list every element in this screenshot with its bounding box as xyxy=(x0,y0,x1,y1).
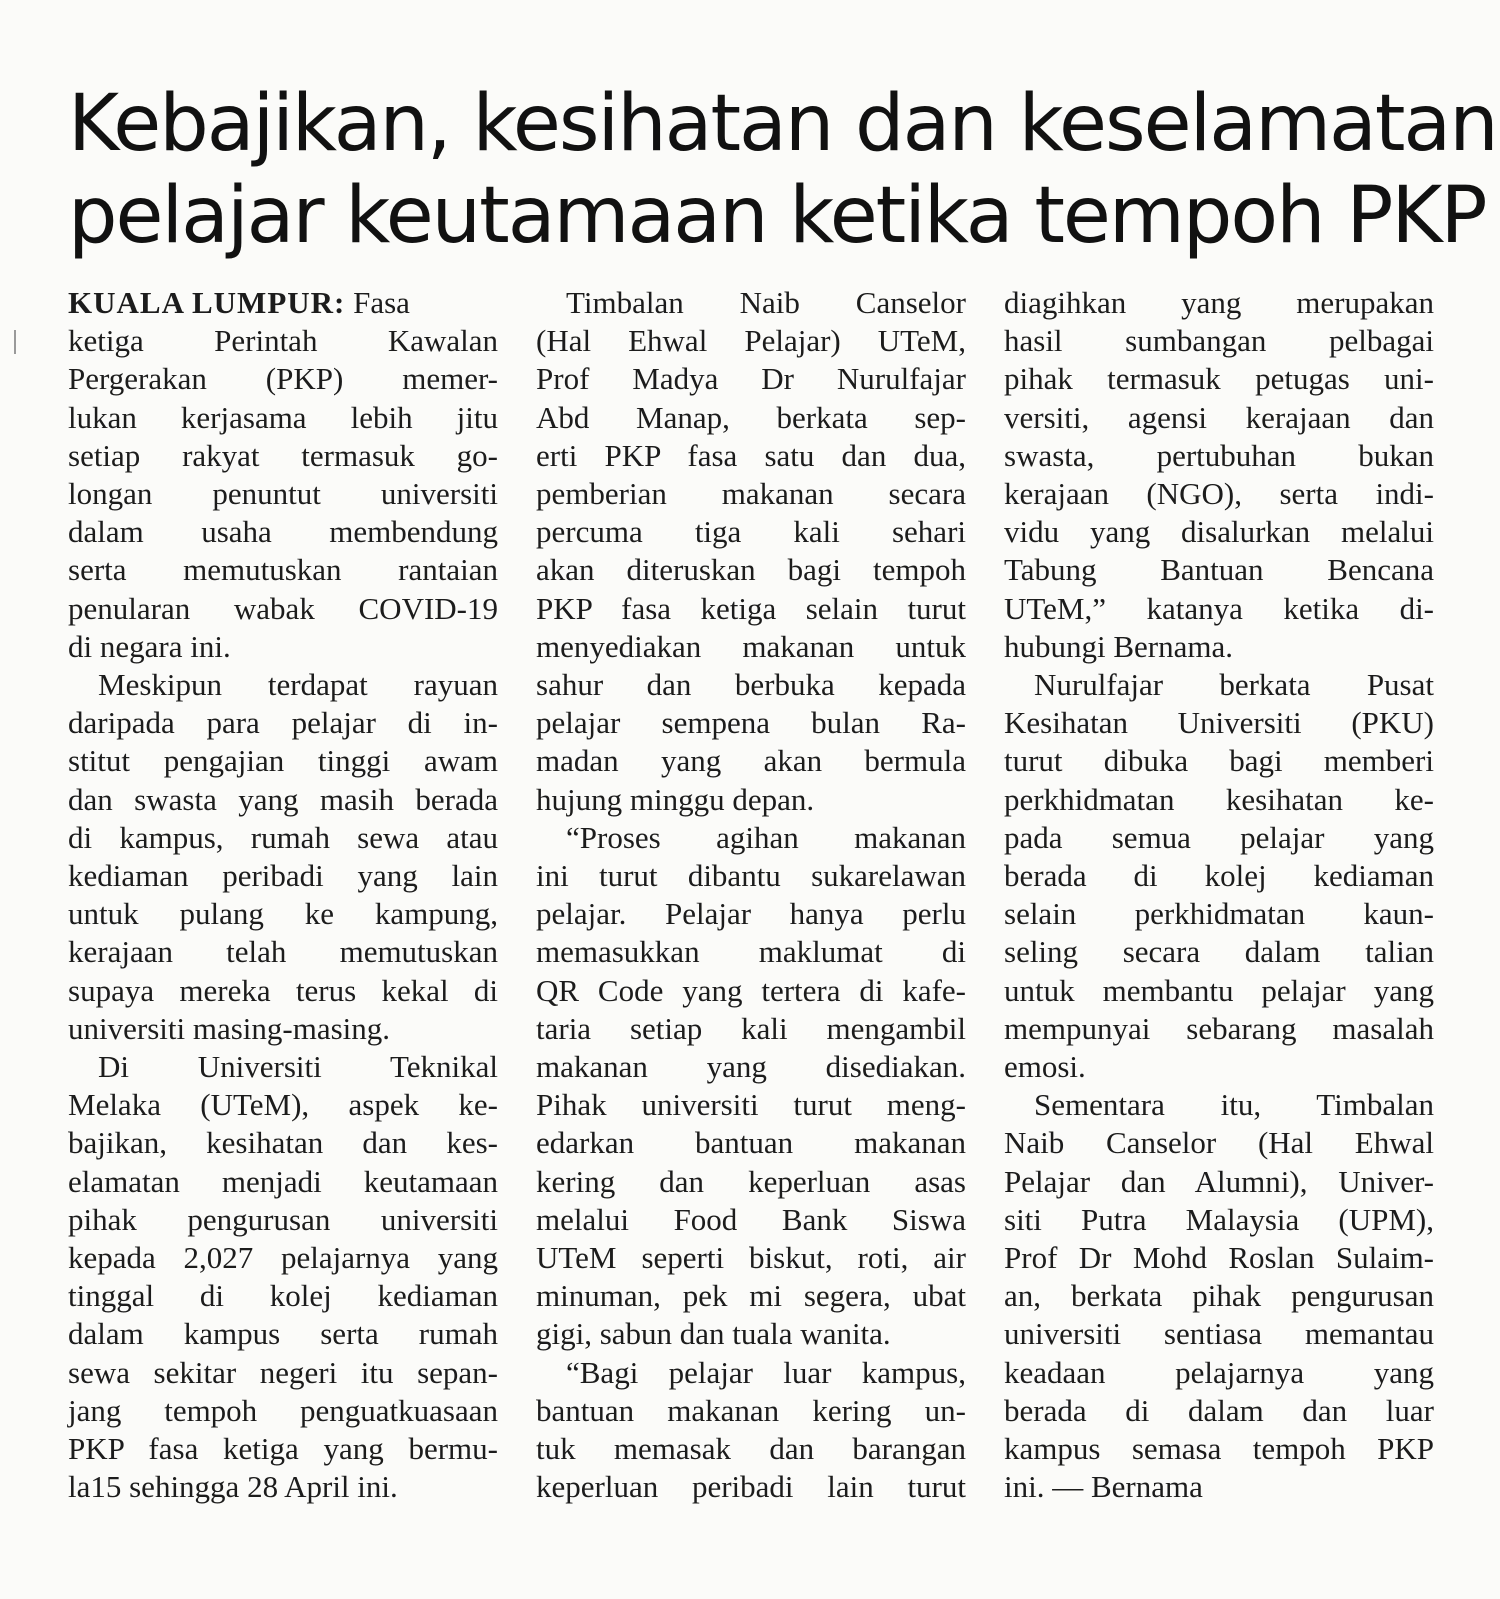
column-3-line: untuk membantu pelajar yang xyxy=(1004,972,1434,1008)
column-1-line: dan swasta yang masih berada xyxy=(68,781,498,817)
column-2-line: percuma tiga kali sehari xyxy=(536,514,966,550)
column-1-line: elamatan menjadi keutamaan xyxy=(68,1163,498,1199)
column-3-line: Tabung Bantuan Bencana xyxy=(1004,552,1434,588)
column-2-line: pemberian makanan secara xyxy=(536,476,966,512)
article-column-1 xyxy=(68,284,498,1544)
column-2-line: pelajar. Pelajar hanya perlu xyxy=(536,896,966,932)
column-3-line: selain perkhidmatan kaun- xyxy=(1004,896,1434,932)
column-2-line: UTeM seperti biskut, roti, air xyxy=(536,1240,966,1276)
column-2-line: melalui Food Bank Siswa xyxy=(536,1201,966,1237)
column-1-line: la15 sehingga 28 April ini. xyxy=(68,1469,398,1505)
column-3-line: swasta, pertubuhan bukan xyxy=(1004,437,1434,473)
article-column-2 xyxy=(536,284,966,1544)
column-1-line: kerajaan telah memutuskan xyxy=(68,934,498,970)
column-3-line: pada semua pelajar yang xyxy=(1004,819,1434,855)
column-2-line: edarkan bantuan makanan xyxy=(536,1125,966,1161)
column-1-line: pihak pengurusan universiti xyxy=(68,1201,498,1237)
column-2-line: gigi, sabun dan tuala wanita. xyxy=(536,1316,891,1352)
headline-line-2: pelajar keutamaan ketika tempoh PKP xyxy=(68,171,1486,261)
article-headline xyxy=(68,78,1497,262)
column-1-line: serta memutuskan rantaian xyxy=(68,552,498,588)
column-3-line: UTeM,” katanya ketika di- xyxy=(1004,590,1434,626)
column-2-line: memasukkan maklumat di xyxy=(536,934,966,970)
column-3-line: vidu yang disalurkan melalui xyxy=(1004,514,1434,550)
column-1-line: kediaman peribadi yang lain xyxy=(68,858,498,894)
column-2-line: makanan yang disediakan. xyxy=(536,1049,966,1085)
column-2-line: keperluan peribadi lain turut xyxy=(536,1469,966,1505)
column-2-line: erti PKP fasa satu dan dua, xyxy=(536,437,966,473)
column-1-line: Di Universiti Teknikal xyxy=(98,1049,498,1085)
column-3-line: pihak termasuk petugas uni- xyxy=(1004,361,1434,397)
column-1-line: lukan kerjasama lebih jitu xyxy=(68,399,498,435)
column-1-line: untuk pulang ke kampung, xyxy=(68,896,498,932)
column-1-line: longan penuntut universiti xyxy=(68,476,498,512)
column-1-line: daripada para pelajar di in- xyxy=(68,705,498,741)
column-3-line: Prof Dr Mohd Roslan Sulaim- xyxy=(1004,1240,1434,1276)
column-3-line: perkhidmatan kesihatan ke- xyxy=(1004,781,1434,817)
column-3-line: diagihkan yang merupakan xyxy=(1004,285,1434,320)
column-3-line: ini. — Bernama xyxy=(1004,1469,1203,1505)
column-2-line: “Proses agihan makanan xyxy=(566,819,966,855)
column-2-line: sahur dan berbuka kepada xyxy=(536,667,966,703)
column-1-line: stitut pengajian tinggi awam xyxy=(68,743,498,779)
column-3-line: berada di dalam dan luar xyxy=(1004,1392,1434,1428)
column-1-line: Meskipun terdapat rayuan xyxy=(98,667,498,703)
column-1-line: bajikan, kesihatan dan kes- xyxy=(68,1125,498,1161)
column-1-line: kepada 2,027 pelajarnya yang xyxy=(68,1240,498,1276)
column-1-line: Melaka (UTeM), aspek ke- xyxy=(68,1087,498,1123)
column-1-line: setiap rakyat termasuk go- xyxy=(68,437,498,473)
column-3-line: berada di kolej kediaman xyxy=(1004,858,1434,894)
column-3-line: an, berkata pihak pengurusan xyxy=(1004,1278,1434,1314)
column-2-line: hujung minggu depan. xyxy=(536,781,815,817)
column-3-line: siti Putra Malaysia (UPM), xyxy=(1004,1201,1434,1237)
column-1-line: penularan wabak COVID-19 xyxy=(68,590,498,626)
column-3-line: mempunyai sebarang masalah xyxy=(1004,1010,1434,1046)
column-3-line: keadaan pelajarnya yang xyxy=(1004,1354,1434,1390)
column-2-line: Pihak universiti turut meng- xyxy=(536,1087,966,1123)
column-1-line: jang tempoh penguatkuasaan xyxy=(68,1392,498,1428)
column-3-line: versiti, agensi kerajaan dan xyxy=(1004,399,1434,435)
column-3-line: turut dibuka bagi memberi xyxy=(1004,743,1434,779)
column-2-line: madan yang akan bermula xyxy=(536,743,966,779)
column-1-line: dalam kampus serta rumah xyxy=(68,1316,498,1352)
dateline: KUALA LUMPUR: xyxy=(68,285,346,320)
column-2-line: taria setiap kali mengambil xyxy=(536,1010,966,1046)
dateline-continuation: Fasa xyxy=(345,285,410,320)
column-3-line: Kesihatan Universiti (PKU) xyxy=(1004,705,1434,741)
column-1-line: Pergerakan (PKP) memer- xyxy=(68,361,498,397)
column-1-line: tinggal di kolej kediaman xyxy=(68,1278,498,1314)
column-2-line: akan diteruskan bagi tempoh xyxy=(536,552,966,588)
column-3-line: kampus semasa tempoh PKP xyxy=(1004,1431,1434,1467)
headline-line-1: Kebajikan, kesihatan dan keselamatan xyxy=(68,79,1497,169)
column-3-line: universiti sentiasa memantau xyxy=(1004,1316,1434,1352)
column-2-line: “Bagi pelajar luar kampus, xyxy=(566,1354,966,1390)
scan-edge-mark xyxy=(14,330,16,354)
column-2-line: menyediakan makanan untuk xyxy=(536,628,966,664)
column-1-line: supaya mereka terus kekal di xyxy=(68,972,498,1008)
column-1-line: di negara ini. xyxy=(68,628,231,664)
column-1-line: di kampus, rumah sewa atau xyxy=(68,819,498,855)
column-2-line: Timbalan Naib Canselor xyxy=(566,285,966,320)
column-2-line: ini turut dibantu sukarelawan xyxy=(536,858,966,894)
column-2-line: minuman, pek mi segera, ubat xyxy=(536,1278,966,1314)
column-3-line: seling secara dalam talian xyxy=(1004,934,1434,970)
column-1-line: sewa sekitar negeri itu sepan- xyxy=(68,1354,498,1390)
column-2-line: bantuan makanan kering un- xyxy=(536,1392,966,1428)
column-3-line: Naib Canselor (Hal Ehwal xyxy=(1004,1125,1434,1161)
column-2-line: PKP fasa ketiga selain turut xyxy=(536,590,966,626)
column-3-line: emosi. xyxy=(1004,1049,1086,1085)
column-1-line: ketiga Perintah Kawalan xyxy=(68,323,498,359)
column-2-line: pelajar sempena bulan Ra- xyxy=(536,705,966,741)
column-3-line: hubungi Bernama. xyxy=(1004,628,1234,664)
column-2-line: tuk memasak dan barangan xyxy=(536,1431,966,1467)
column-1-line: PKP fasa ketiga yang bermu- xyxy=(68,1431,498,1467)
column-1-line: universiti masing-masing. xyxy=(68,1010,391,1046)
column-3-line: Sementara itu, Timbalan xyxy=(1034,1087,1434,1123)
column-3-line: Nurulfajar berkata Pusat xyxy=(1034,667,1434,703)
column-2-line: Abd Manap, berkata sep- xyxy=(536,399,966,435)
column-2-line: QR Code yang tertera di kafe- xyxy=(536,972,966,1008)
article-body xyxy=(68,284,1448,1544)
column-1-line: dalam usaha membendung xyxy=(68,514,498,550)
column-2-line: Prof Madya Dr Nurulfajar xyxy=(536,361,966,397)
column-3-line: hasil sumbangan pelbagai xyxy=(1004,323,1434,359)
column-2-line: kering dan keperluan asas xyxy=(536,1163,966,1199)
column-1-line xyxy=(68,284,498,322)
column-2-line: (Hal Ehwal Pelajar) UTeM, xyxy=(536,323,966,359)
article-column-3 xyxy=(1004,284,1434,1544)
column-3-line: kerajaan (NGO), serta indi- xyxy=(1004,476,1434,512)
column-3-line: Pelajar dan Alumni), Univer- xyxy=(1004,1163,1434,1199)
